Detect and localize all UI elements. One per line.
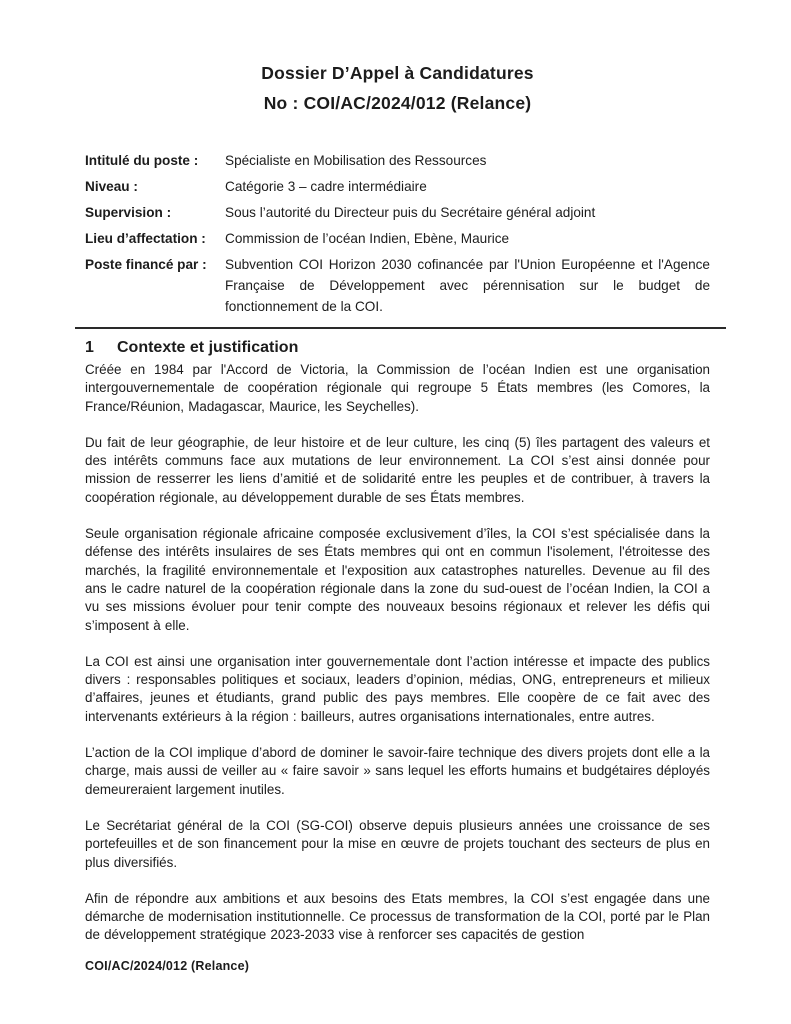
section-body — [85, 361, 710, 945]
paragraph-context-4: La COI est ainsi une organisation inter gouvernementale dont l’action intéresse et impacte des publics divers : responsables politiques et sociaux, leaders d’opinion, médias, ONG, entrepreneurs et milieux d’affaires, jeunes et étudiants, grand public des pays membres. Elle coopère de ce fait avec des intervenants extérieurs à la région : bailleurs, autres organisations internationales, entre autres. — [85, 653, 710, 724]
meta-value-job-title: Spécialiste en Mobilisation des Ressources — [225, 153, 487, 168]
meta-value-supervision: Sous l’autorité du Directeur puis du Secrétaire général adjoint — [225, 205, 596, 220]
paragraph-context-3: Seule organisation régionale africaine composée exclusivement d’îles, la COI s’est spécialisée dans la défense des intérêts insulaires de ses États membres qui ont en commun l'isolement, l'étroitesse des marchés, la fragilité environnementale et l'exposition aux catastrophes naturelles. Devenue au fil des ans le cadre naturel de la coopération régionale dans la zone du sud-ouest de l’océan Indien, la COI a vu ses missions évoluer pour tenir compte des nouveaux besoins régionaux et relever les défis qui s’imposent à elle. — [85, 526, 710, 633]
meta-row-job-title — [85, 150, 710, 171]
metadata-block — [85, 150, 710, 317]
paragraph-context-1: Créée en 1984 par l'Accord de Victoria, la Commission de l’océan Indien est une organisation intergouvernementale de coopération régionale qui regroupe 5 États membres (les Comores, la France/Réunion, Madagascar, Maurice, les Seychelles). — [85, 362, 710, 414]
title-block — [85, 58, 710, 118]
paragraph-context-6: Le Secrétariat général de la COI (SG-COI) observe depuis plusieurs années une croissance de ses portefeuilles et de son financement pour la mise en œuvre de projets touchant des secteurs de plus en plus diversifiés. — [85, 817, 710, 870]
meta-row-location — [85, 228, 710, 249]
paragraph-context-5: L’action de la COI implique d’abord de dominer le savoir-faire technique des divers projets dont elle a la charge, mais aussi de veiller au « faire savoir » sans lequel les efforts humains et budgétaires déployés demeureraient largement inutiles. — [85, 745, 710, 797]
meta-value-level: Catégorie 3 – cadre intermédiaire — [225, 179, 427, 194]
paragraph-context-7: Afin de répondre aux ambitions et aux besoins des Etats membres, la COI s’est engagée dans une démarche de modernisation institutionnelle. Ce processus de transformation de la COI, porté par le Plan de développement stratégique 2023-2033 vise à renforcer ses capacités de gestion — [85, 890, 710, 943]
meta-label-job-title: Intitulé du poste : — [85, 153, 199, 168]
meta-value-location: Commission de l’océan Indien, Ebène, Maurice — [225, 231, 510, 246]
meta-value-funding: Subvention COI Horizon 2030 cofinancée par l'Union Européenne et l'Agence Française de Développement avec pérennisation sur le budget de fonctionnement de la COI. — [225, 257, 710, 314]
section-divider — [75, 327, 726, 329]
section-title: Contexte et justification — [117, 339, 299, 356]
paragraph-context-2: Du fait de leur géographie, de leur histoire et de leur culture, les cinq (5) îles partagent des valeurs et des intérêts communs face aux mutations de leur environnement. La COI s’est ainsi donnée pour mission de resserrer les liens d’amitié et de solidarité entre les peuples et de contribuer, à travers la coopération régionale, au développement durable de ses États membres. — [85, 434, 710, 505]
meta-label-funding: Poste financé par : — [85, 257, 207, 272]
meta-label-level: Niveau : — [85, 179, 138, 194]
meta-label-supervision: Supervision : — [85, 205, 172, 220]
meta-label-location: Lieu d’affectation : — [85, 231, 206, 246]
document-number: No : COI/AC/2024/012 (Relance) — [263, 93, 532, 113]
footer-reference: COI/AC/2024/012 (Relance) — [85, 959, 250, 973]
meta-row-supervision — [85, 202, 710, 223]
section-number: 1 — [85, 339, 94, 356]
section-heading — [85, 338, 710, 358]
meta-row-level — [85, 176, 710, 197]
meta-row-funding — [85, 254, 710, 317]
document-title: Dossier D’Appel à Candidatures — [261, 63, 534, 83]
